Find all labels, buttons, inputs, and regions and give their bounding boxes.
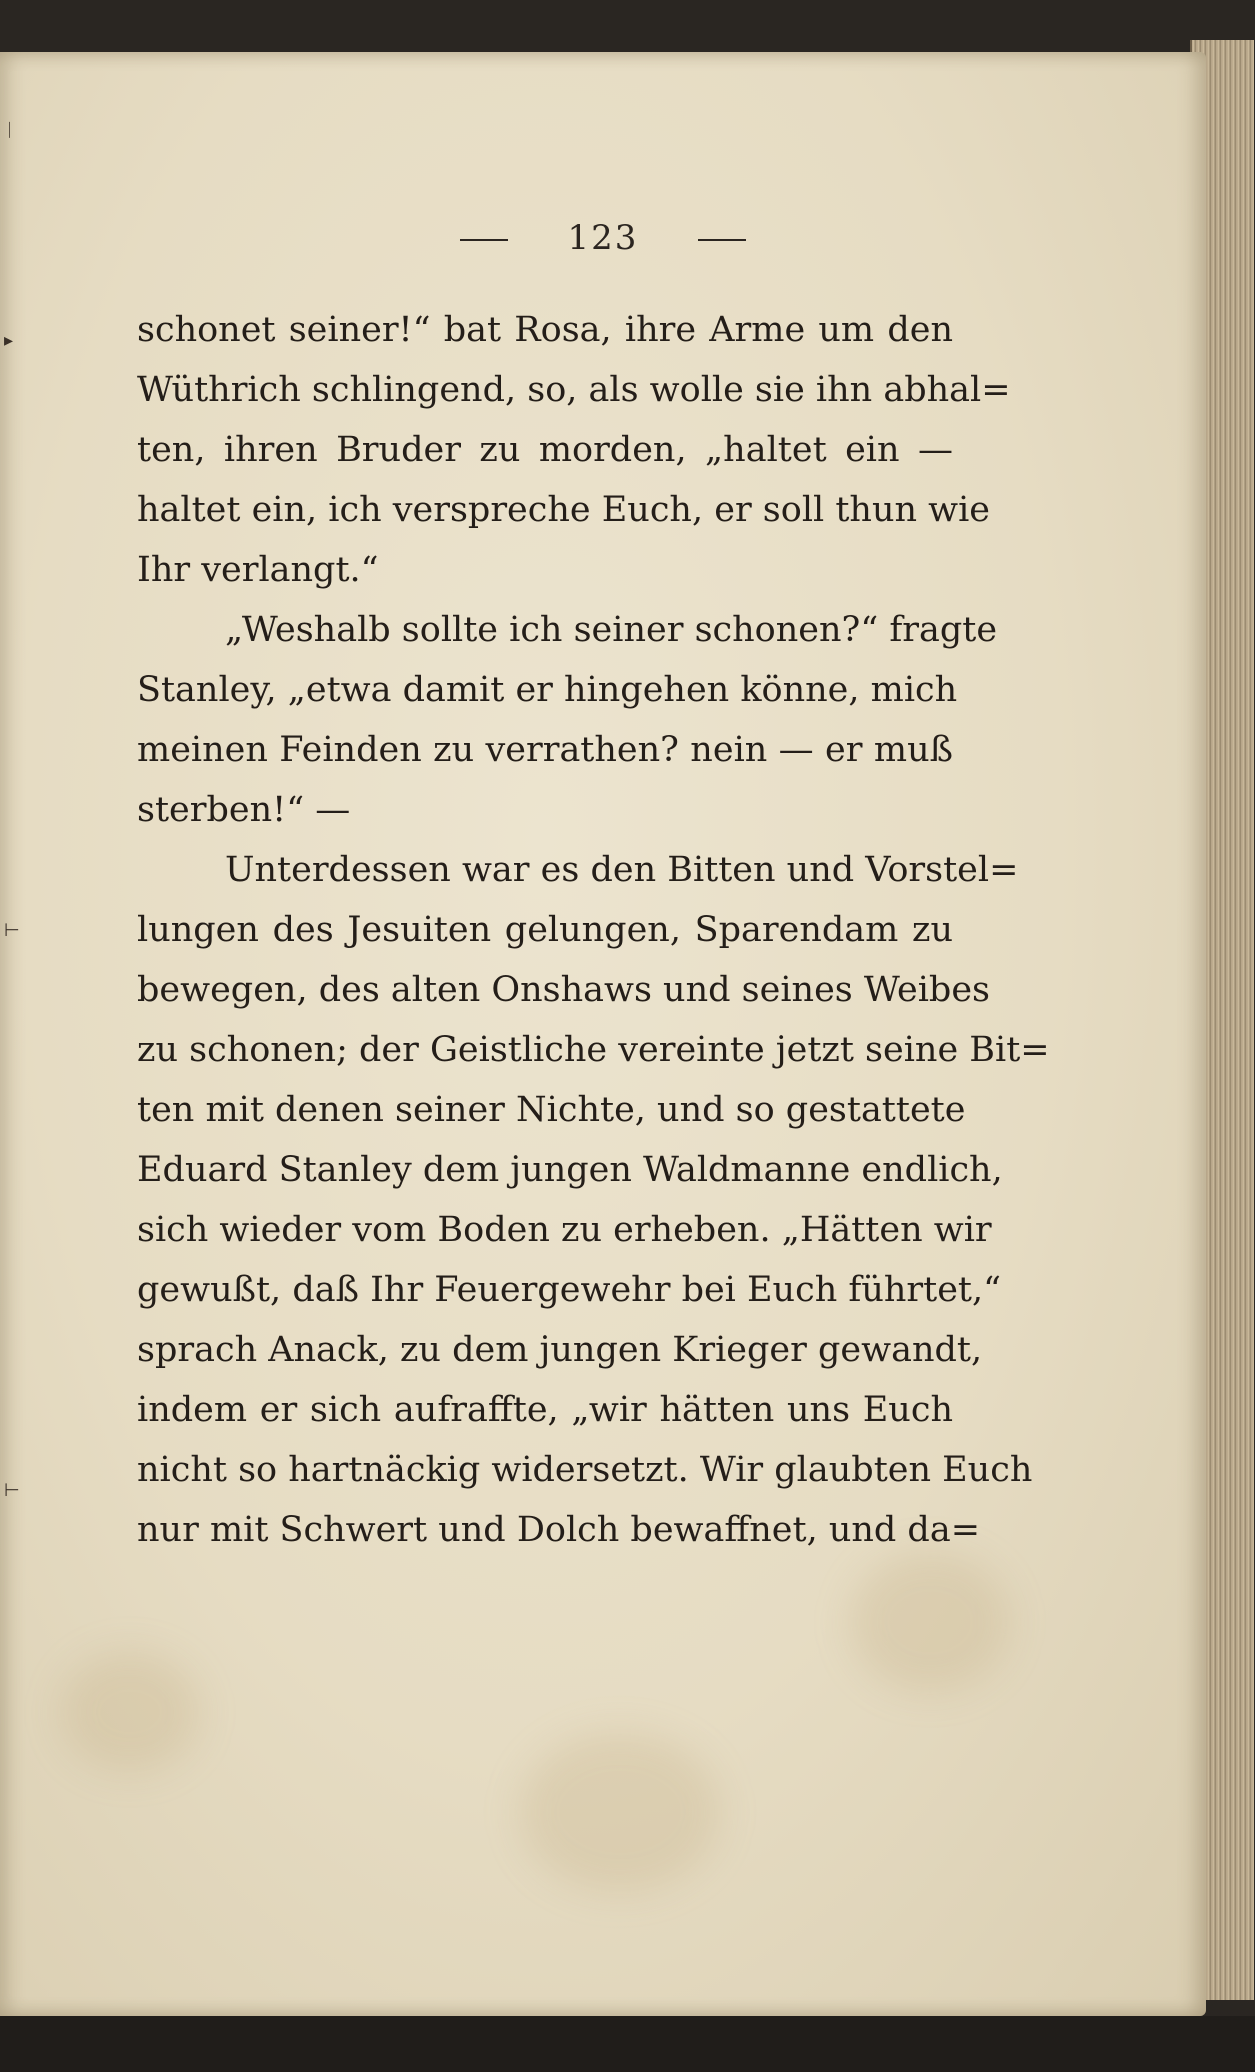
text-line: lungen des Jesuiten gelungen, Sparendam zu <box>137 910 953 950</box>
paragraph <box>137 600 998 840</box>
text-line: nur mit Schwert und Dolch bewaffnet, und da= <box>137 1510 981 1550</box>
text-line: sich wieder vom Boden zu erheben. „Hätten wir <box>137 1210 992 1250</box>
text-line: gewußt, daß Ihr Feuergewehr bei Euch führtet,“ <box>137 1270 1001 1310</box>
running-head <box>0 218 1206 258</box>
text-line: Wüthrich schlingend, so, als wolle sie ihn abhal= <box>137 370 1011 410</box>
paper-stain <box>60 1652 200 1772</box>
header-dash-right <box>698 239 746 241</box>
text-line: sterben!“ — <box>137 790 351 830</box>
scan-background-bottom <box>0 2016 1255 2072</box>
header-dash-left <box>460 239 508 241</box>
paragraph <box>137 300 1011 600</box>
text-line: schonet seiner!“ bat Rosa, ihre Arme um den <box>137 310 953 350</box>
text-line: Eduard Stanley dem jungen Waldmanne endlich, <box>137 1150 1003 1190</box>
body-text <box>137 300 1050 1560</box>
text-line: meinen Feinden zu verrathen? nein — er muß <box>137 730 953 770</box>
text-line: ten, ihren Bruder zu morden, „haltet ein — <box>137 430 953 470</box>
text-line: zu schonen; der Geistliche vereinte jetzt seine Bit= <box>137 1030 1050 1070</box>
paper-stain <box>520 1732 720 1892</box>
paper-stain <box>850 1552 1010 1692</box>
text-line: ten mit denen seiner Nichte, und so gestattete <box>137 1090 966 1130</box>
margin-tick-mark: ᛁ <box>4 120 15 141</box>
text-line: indem er sich aufraffte, „wir hätten uns Euch <box>137 1390 953 1430</box>
text-line: nicht so hartnäckig widersetzt. Wir glaubten Euch <box>137 1450 1033 1490</box>
text-line: Stanley, „etwa damit er hingehen könne, mich <box>137 670 958 710</box>
margin-tick-mark: ⊢ <box>4 1480 20 1501</box>
text-line: „Weshalb sollte ich seiner schonen?“ fragte <box>225 610 998 650</box>
paragraph <box>137 840 1050 1560</box>
text-line: sprach Anack, zu dem jungen Krieger gewandt, <box>137 1330 983 1370</box>
text-line: Ihr verlangt.“ <box>137 550 379 590</box>
text-line: bewegen, des alten Onshaws und seines Weibes <box>137 970 990 1010</box>
page-number: 123 <box>567 218 639 258</box>
margin-arrow-mark: ▸ <box>4 330 14 351</box>
text-line: haltet ein, ich verspreche Euch, er soll thun wie <box>137 490 991 530</box>
text-line: Unterdessen war es den Bitten und Vorstel= <box>225 850 1019 890</box>
margin-tick-mark: ⊢ <box>4 920 20 941</box>
